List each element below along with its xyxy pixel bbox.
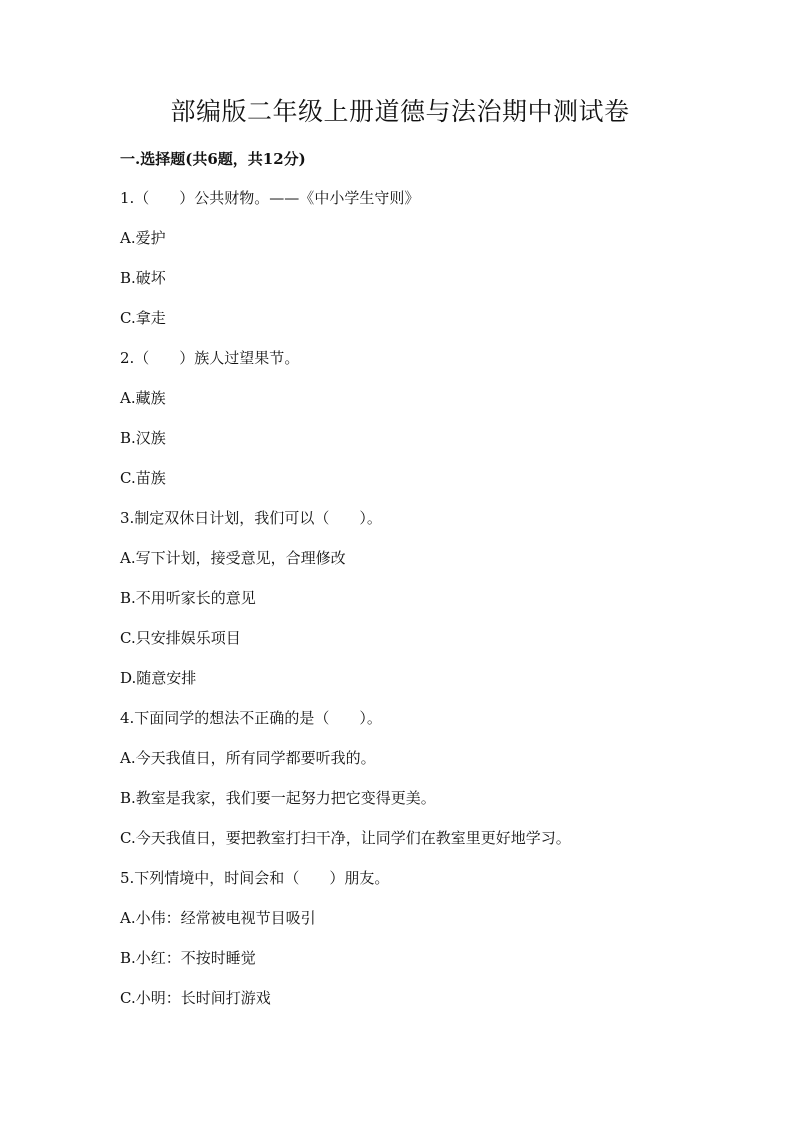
section-title: 一.选择题(共6题，共12分) (120, 150, 306, 168)
question-5-option-c: C.小明：长时间打游戏 (120, 989, 271, 1007)
question-2-option-c: C.苗族 (120, 469, 166, 487)
question-3-option-a: A.写下计划，接受意见，合理修改 (120, 549, 346, 567)
question-5: 5.下列情境中，时间会和（ ）朋友。 (120, 869, 390, 887)
question-4-option-a: A.今天我值日，所有同学都要听我的。 (120, 749, 376, 767)
page-title: 部编版二年级上册道德与法治期中测试卷 (170, 97, 630, 126)
question-3-option-c: C.只安排娱乐项目 (120, 629, 241, 647)
question-1-option-a: A.爱护 (120, 229, 166, 247)
question-2: 2.（ ）族人过望果节。 (120, 349, 300, 367)
question-4-option-c: C.今天我值日，要把教室打扫干净，让同学们在教室里更好地学习。 (120, 829, 571, 847)
question-1-option-b: B.破坏 (120, 269, 166, 287)
question-5-option-a: A.小伟：经常被电视节目吸引 (120, 909, 316, 927)
question-1-option-c: C.拿走 (120, 309, 166, 327)
question-2-option-b: B.汉族 (120, 429, 166, 447)
question-2-option-a: A.藏族 (120, 389, 166, 407)
question-3: 3.制定双休日计划，我们可以（ ）。 (120, 509, 382, 527)
question-5-option-b: B.小红：不按时睡觉 (120, 949, 256, 967)
question-list (120, 188, 760, 1028)
question-4: 4.下面同学的想法不正确的是（ ）。 (120, 709, 382, 727)
question-1: 1.（ ）公共财物。——《中小学生守则》 (120, 189, 420, 207)
question-3-option-d: D.随意安排 (120, 669, 197, 687)
question-3-option-b: B.不用听家长的意见 (120, 589, 256, 607)
question-4-option-b: B.教室是我家，我们要一起努力把它变得更美。 (120, 789, 436, 807)
